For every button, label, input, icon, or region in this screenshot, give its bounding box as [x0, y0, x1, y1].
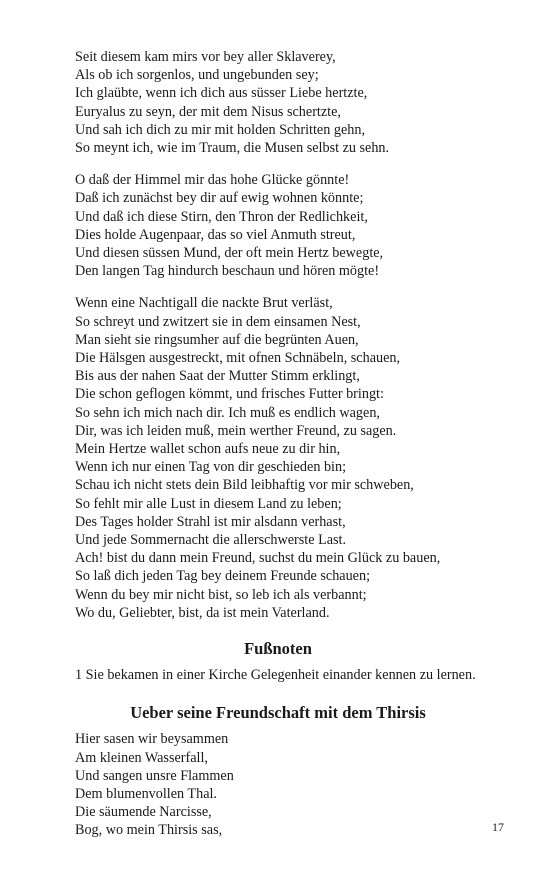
- verse-line: Dem blumenvollen Thal.: [75, 785, 217, 802]
- stanza: [75, 171, 525, 280]
- footnote-text: 1 Sie bekamen in einer Kirche Gelegenheit einander kennen zu lernen.: [75, 667, 476, 684]
- verse-line: Mein Hertze wallet schon aufs neue zu dir hin,: [75, 441, 341, 458]
- poem-continuation: [75, 48, 525, 622]
- verse-line: Euryalus zu seyn, der mit dem Nisus schertzte,: [75, 103, 341, 120]
- verse-line: Bis aus der nahen Saat der Mutter Stimm erklingt,: [75, 368, 360, 385]
- verse-line: Wenn du bey mir nicht bist, so leb ich als verbannt;: [75, 586, 367, 603]
- poem-title: Ueber seine Freundschaft mit dem Thirsis: [130, 703, 426, 723]
- stanza: [75, 294, 525, 622]
- verse-line: Die schon geflogen kömmt, und frisches Futter bringt:: [75, 386, 384, 403]
- page-number: 17: [492, 820, 504, 834]
- verse-line: So meynt ich, wie im Traum, die Musen selbst zu sehn.: [75, 140, 390, 157]
- verse-line: Ich glaübte, wenn ich dich aus süsser Liebe hertzte,: [75, 85, 368, 102]
- verse-line: Die Hälsgen ausgestreckt, mit ofnen Schnäbeln, schauen,: [75, 350, 401, 367]
- verse-line: Und daß ich diese Stirn, den Thron der Redlichkeit,: [75, 208, 368, 225]
- verse-line: Und jede Sommernacht die allerschwerste Last.: [75, 532, 347, 549]
- verse-line: Als ob ich sorgenlos, und ungebunden sey;: [75, 67, 319, 84]
- verse-line: Des Tages holder Strahl ist mir alsdann verhast,: [75, 513, 346, 530]
- verse-line: Schau ich nicht stets dein Bild leibhaftig vor mir schweben,: [75, 477, 414, 494]
- verse-line: Und sah ich dich zu mir mit holden Schritten gehn,: [75, 121, 365, 138]
- verse-line: Ach! bist du dann mein Freund, suchst du mein Glück zu bauen,: [75, 550, 441, 567]
- verse-line: Wo du, Geliebter, bist, da ist mein Vaterland.: [75, 604, 330, 621]
- verse-line: So schreyt und zwitzert sie in dem einsamen Nest,: [75, 313, 361, 330]
- verse-line: Hier sasen wir beysammen: [75, 731, 229, 748]
- verse-line: Bog, wo mein Thirsis sas,: [75, 822, 223, 839]
- footnote-list: [75, 666, 525, 684]
- poem-stanza: [75, 730, 525, 839]
- verse-line: Und diesen süssen Mund, der oft mein Hertz bewegte,: [75, 245, 384, 262]
- verse-line: O daß der Himmel mir das hohe Glücke gönnte!: [75, 172, 350, 189]
- verse-line: So fehlt mir alle Lust in diesem Land zu leben;: [75, 495, 342, 512]
- page-content: [75, 48, 525, 840]
- verse-line: Wenn eine Nachtigall die nackte Brut verläst,: [75, 295, 333, 312]
- verse-line: Man sieht sie ringsumher auf die begrünten Auen,: [75, 331, 359, 348]
- verse-line: So laß dich jeden Tag bey deinem Freunde schauen;: [75, 568, 371, 585]
- verse-line: Und sangen unsre Flammen: [75, 767, 234, 784]
- verse-line: Dir, was ich leiden muß, mein werther Freund, zu sagen.: [75, 422, 397, 439]
- verse-line: Seit diesem kam mirs vor bey aller Sklaverey,: [75, 49, 336, 65]
- footnotes-heading: Fußnoten: [244, 639, 312, 659]
- verse-line: Die säumende Narcisse,: [75, 804, 212, 821]
- stanza: [75, 48, 525, 157]
- verse-line: Wenn ich nur einen Tag von dir geschieden bin;: [75, 459, 347, 476]
- verse-line: So sehn ich mich nach dir. Ich muß es endlich wagen,: [75, 404, 380, 421]
- verse-line: Den langen Tag hindurch beschaun und hören mögte!: [75, 263, 380, 280]
- verse-line: Am kleinen Wasserfall,: [75, 749, 208, 766]
- verse-line: Dies holde Augenpaar, das so viel Anmuth streut,: [75, 226, 356, 243]
- verse-line: Daß ich zunächst bey dir auf ewig wohnen könnte;: [75, 190, 364, 207]
